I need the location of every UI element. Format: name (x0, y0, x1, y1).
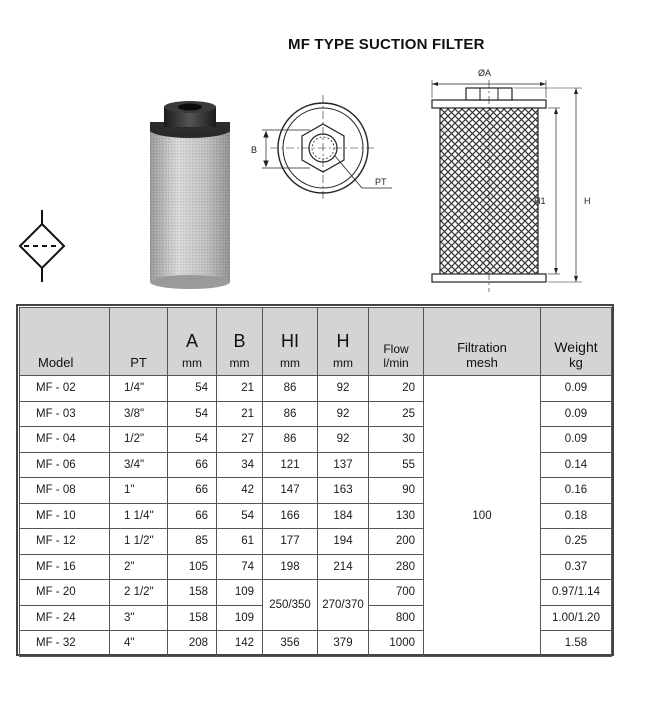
cell-weight: 0.18 (541, 503, 612, 529)
dim-label-b: B (251, 145, 258, 155)
cell-pt: 3" (110, 605, 168, 631)
cell-model: MF - 08 (20, 478, 110, 504)
header-h1 (263, 308, 318, 376)
header-weight (541, 308, 612, 376)
header-filtration-label: Filtration (457, 340, 507, 355)
cell-weight: 0.37 (541, 554, 612, 580)
cell-h: 92 (318, 376, 369, 402)
header-a (168, 308, 217, 376)
cell-model: MF - 02 (20, 376, 110, 402)
cell-b: 74 (217, 554, 263, 580)
cell-model: MF - 32 (20, 631, 110, 657)
header-weight-label: Weight (554, 339, 598, 355)
header-b-unit: mm (229, 356, 250, 370)
cell-weight: 0.09 (541, 427, 612, 453)
cell-weight: 0.09 (541, 376, 612, 402)
cell-b: 109 (217, 580, 263, 606)
cell-flow: 55 (369, 452, 424, 478)
filter-symbol-icon (20, 210, 64, 282)
cell-h1: 166 (263, 503, 318, 529)
cell-h1: 86 (263, 376, 318, 402)
header-b (217, 308, 263, 376)
header-weight-unit: kg (569, 355, 583, 370)
cell-pt: 4" (110, 631, 168, 657)
cell-weight: 1.58 (541, 631, 612, 657)
cell-pt: 1/4" (110, 376, 168, 402)
cell-a: 66 (168, 503, 217, 529)
cell-h: 92 (318, 401, 369, 427)
dim-label-h1: H1 (534, 196, 546, 206)
cell-b: 34 (217, 452, 263, 478)
cell-model: MF - 03 (20, 401, 110, 427)
cell-a: 158 (168, 580, 217, 606)
filter-photo (150, 101, 230, 289)
cell-b: 27 (217, 427, 263, 453)
cell-model: MF - 06 (20, 452, 110, 478)
cell-flow: 20 (369, 376, 424, 402)
cell-weight: 0.09 (541, 401, 612, 427)
header-flow (369, 308, 424, 376)
end-view-drawing (262, 95, 392, 200)
cell-flow: 30 (369, 427, 424, 453)
cell-b: 142 (217, 631, 263, 657)
illustrations (0, 60, 649, 300)
cell-a: 158 (168, 605, 217, 631)
cell-a: 54 (168, 427, 217, 453)
header-h-unit: mm (333, 356, 353, 370)
cell-b: 21 (217, 401, 263, 427)
cell-a: 54 (168, 401, 217, 427)
cell-pt: 1/2" (110, 427, 168, 453)
cell-pt: 1 1/2" (110, 529, 168, 555)
table-header-row (20, 308, 612, 376)
cell-flow: 280 (369, 554, 424, 580)
cell-b: 21 (217, 376, 263, 402)
cell-weight: 1.00/1.20 (541, 605, 612, 631)
cell-weight: 0.16 (541, 478, 612, 504)
cell-h: 379 (318, 631, 369, 657)
cell-pt: 3/8" (110, 401, 168, 427)
cell-flow: 25 (369, 401, 424, 427)
cell-weight: 0.14 (541, 452, 612, 478)
header-pt: PT (110, 308, 168, 376)
header-model: Model (20, 308, 110, 376)
cell-a: 208 (168, 631, 217, 657)
cell-model: MF - 20 (20, 580, 110, 606)
cell-b: 109 (217, 605, 263, 631)
cell-h-shared: 270/370 (318, 580, 369, 631)
cell-pt: 2" (110, 554, 168, 580)
side-view-drawing (432, 80, 582, 292)
cell-h: 137 (318, 452, 369, 478)
header-flow-unit: l/min (383, 356, 409, 370)
dim-label-oa: ØA (478, 68, 492, 78)
spec-table-body (20, 376, 612, 657)
cell-pt: 1" (110, 478, 168, 504)
cell-flow: 130 (369, 503, 424, 529)
header-h-label: H (336, 331, 350, 351)
cell-h: 163 (318, 478, 369, 504)
cell-b: 61 (217, 529, 263, 555)
header-a-label: A (185, 331, 198, 351)
header-filtration-unit: mesh (466, 355, 498, 370)
cell-flow: 200 (369, 529, 424, 555)
cell-model: MF - 12 (20, 529, 110, 555)
cell-b: 42 (217, 478, 263, 504)
cell-h1: 121 (263, 452, 318, 478)
cell-weight: 0.25 (541, 529, 612, 555)
header-h1-unit: mm (280, 356, 300, 370)
cell-flow: 700 (369, 580, 424, 606)
cell-h1: 356 (263, 631, 318, 657)
header-b-label: B (233, 331, 246, 351)
header-flow-label: Flow (383, 342, 409, 356)
cell-pt: 3/4" (110, 452, 168, 478)
cell-h1: 198 (263, 554, 318, 580)
cell-weight: 0.97/1.14 (541, 580, 612, 606)
cell-h: 184 (318, 503, 369, 529)
cell-flow: 800 (369, 605, 424, 631)
cell-model: MF - 04 (20, 427, 110, 453)
dim-label-h: H (584, 196, 591, 206)
table-row (20, 376, 612, 402)
cell-a: 66 (168, 478, 217, 504)
cell-a: 54 (168, 376, 217, 402)
cell-model: MF - 10 (20, 503, 110, 529)
cell-a: 105 (168, 554, 217, 580)
cell-h: 92 (318, 427, 369, 453)
header-a-unit: mm (182, 356, 202, 370)
cell-b: 54 (217, 503, 263, 529)
header-h1-label: HI (281, 331, 299, 351)
spec-table (19, 307, 612, 657)
cell-h1-shared: 250/350 (263, 580, 318, 631)
header-h (318, 308, 369, 376)
cell-a: 66 (168, 452, 217, 478)
cell-model: MF - 24 (20, 605, 110, 631)
cell-a: 85 (168, 529, 217, 555)
cell-pt: 2 1/2" (110, 580, 168, 606)
cell-h1: 147 (263, 478, 318, 504)
page-title: MF TYPE SUCTION FILTER (288, 36, 485, 53)
cell-h: 194 (318, 529, 369, 555)
cell-flow: 1000 (369, 631, 424, 657)
cell-h1: 86 (263, 427, 318, 453)
cell-pt: 1 1/4" (110, 503, 168, 529)
cell-model: MF - 16 (20, 554, 110, 580)
header-filtration (424, 308, 541, 376)
dim-label-pt: PT (375, 177, 387, 187)
cell-flow: 90 (369, 478, 424, 504)
cell-h1: 177 (263, 529, 318, 555)
cell-filtration-mesh: 100 (424, 376, 541, 657)
cell-h: 214 (318, 554, 369, 580)
cell-h1: 86 (263, 401, 318, 427)
